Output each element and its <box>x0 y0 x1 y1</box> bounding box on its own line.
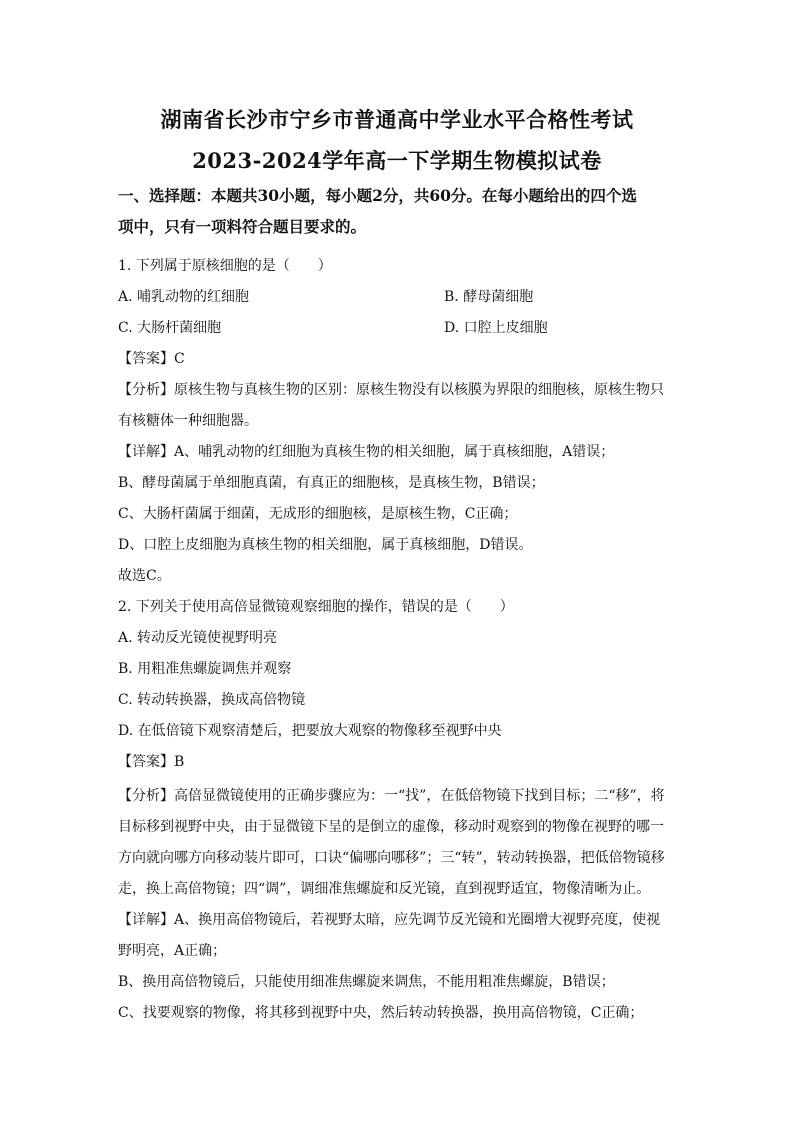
q2-option-a: A. 转动反光镜使视野明亮 <box>118 630 278 646</box>
q1-analysis-line-1: 【分析】原核生物与真核生物的区别：原核生物没有以核膜为界限的细胞核，原核生物只 <box>118 382 664 398</box>
q1-option-c: C. 大肠杆菌细胞 <box>118 320 222 336</box>
q1-answer: 【答案】C <box>118 351 185 367</box>
document-title: 湖南省长沙市宁乡市普通高中学业水平合格性考试 <box>160 107 634 132</box>
q1-stem: 1. 下列属于原核细胞的是（ ） <box>118 258 332 274</box>
q1-conclusion: 故选C。 <box>118 568 171 584</box>
q2-stem: 2. 下列关于使用高倍显微镜观察细胞的操作，错误的是（ ） <box>118 599 514 615</box>
q1-analysis-line-2: 有核糖体一种细胞器。 <box>118 413 258 429</box>
q2-analysis-line-3: 方向就向哪方向移动装片即可，口诀“偏哪向哪移”；三“转”，转动转换器，把低倍物镜移 <box>118 850 665 866</box>
q1-option-a: A. 哺乳动物的红细胞 <box>118 289 250 305</box>
q1-option-b: B. 酵母菌细胞 <box>444 289 534 305</box>
q2-option-b: B. 用粗准焦螺旋调焦并观察 <box>118 661 292 677</box>
q2-analysis-line-1: 【分析】高倍显微镜使用的正确步骤应为：一“找”，在低倍物镜下找到目标；二“移”，将 <box>118 788 665 804</box>
section-heading-line-2: 项中，只有一项料符合题目要求的。 <box>118 217 367 236</box>
q2-analysis-line-2: 目标移到视野中央，由于显微镜下呈的是倒立的虚像，移动时观察到的物像在视野的哪一 <box>118 819 664 835</box>
q1-detail-line-2: B、酵母菌属于单细胞真菌，有真正的细胞核，是真核生物，B错误； <box>118 475 545 491</box>
q2-detail-line-2: 野明亮，A正确； <box>118 943 227 959</box>
section-heading-line-1: 一、选择题：本题共30小题，每小题2分，共60分。在每小题给出的四个选 <box>118 186 637 205</box>
q2-option-c: C. 转动转换器，换成高倍物镜 <box>118 692 306 708</box>
q1-option-d: D. 口腔上皮细胞 <box>444 320 548 336</box>
section-heading <box>118 180 688 242</box>
q2-option-d: D. 在低倍镜下观察清楚后，把要放大观察的物像移至视野中央 <box>118 723 502 739</box>
document-subtitle: 2023-2024学年高一下学期生物模拟试卷 <box>192 148 602 173</box>
q1-detail-line-4: D、口腔上皮细胞为真核生物的相关细胞，属于真核细胞，D错误。 <box>118 537 533 553</box>
q1-detail-line-3: C、大肠杆菌属于细菌，无成形的细胞核，是原核生物，C正确； <box>118 506 518 522</box>
q2-answer: 【答案】B <box>118 754 185 770</box>
q2-analysis-line-4: 走，换上高倍物镜；四“调”，调细准焦螺旋和反光镜，直到视野适宜，物像清晰为止。 <box>118 881 651 897</box>
q2-detail-line-1: 【详解】A、换用高倍物镜后，若视野太暗，应先调节反光镜和光圈增大视野亮度，使视 <box>118 912 661 928</box>
q2-detail-line-4: C、找要观察的物像，将其移到视野中央，然后转动转换器，换用高倍物镜，C正确； <box>118 1005 644 1021</box>
q2-detail-line-3: B、换用高倍物镜后，只能使用细准焦螺旋来调焦，不能用粗准焦螺旋，B错误； <box>118 974 615 990</box>
q1-detail-line-1: 【详解】A、哺乳动物的红细胞为真核生物的相关细胞，属于真核细胞，A错误； <box>118 444 615 460</box>
